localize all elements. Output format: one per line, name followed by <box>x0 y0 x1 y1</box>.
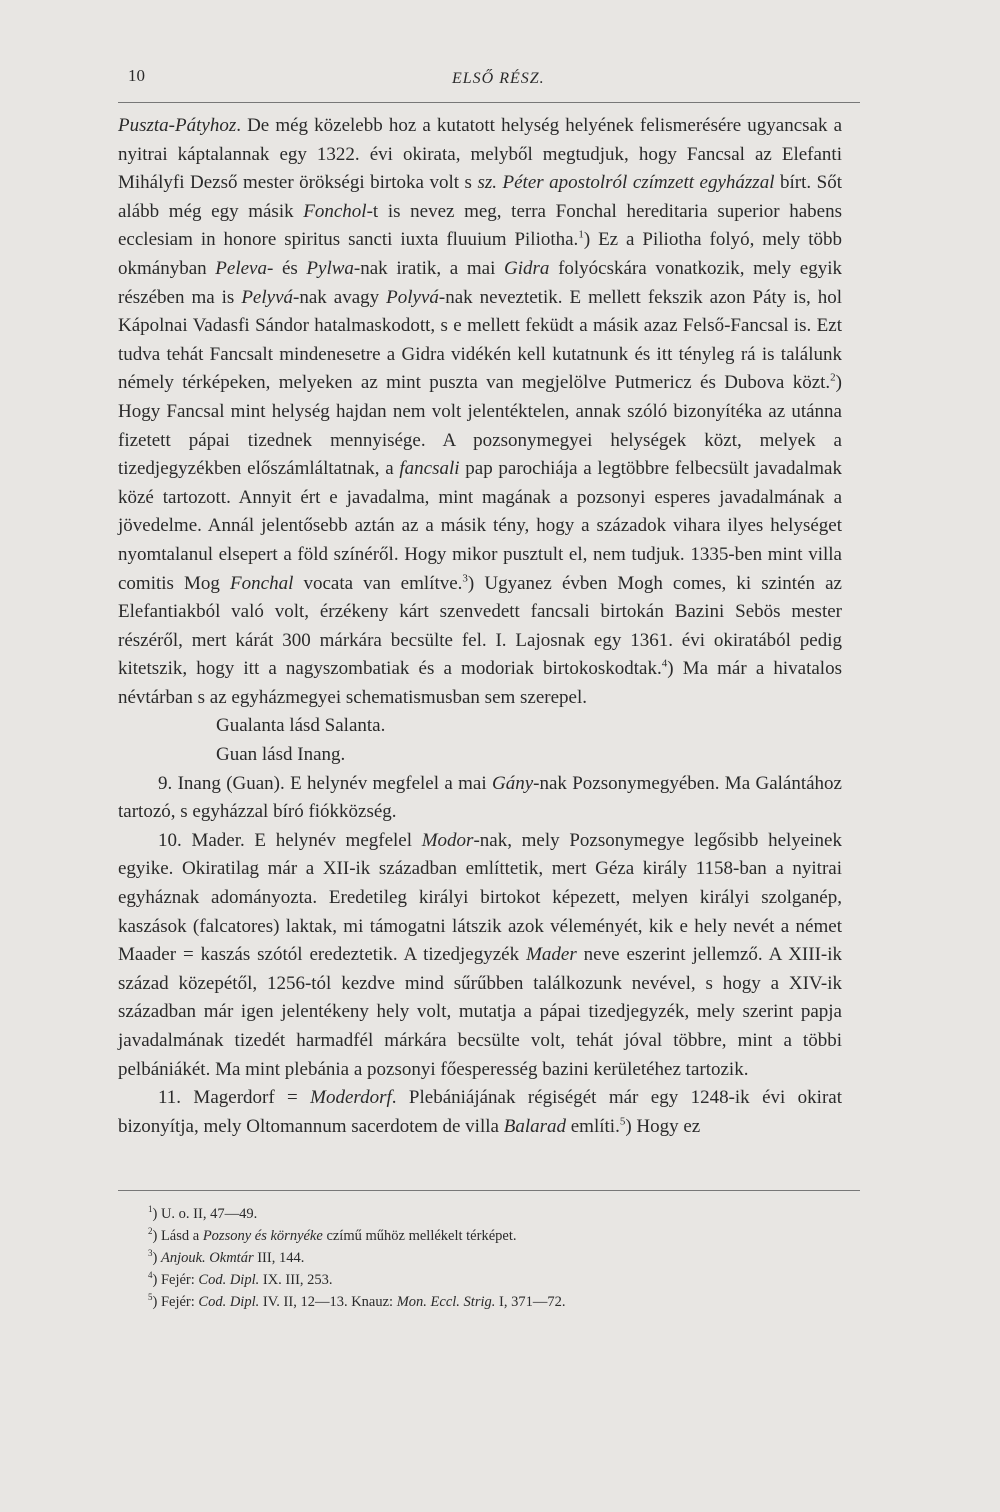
italic-text: Anjouk. Okmtár <box>160 1250 254 1266</box>
text-run: ) Fejér: <box>152 1294 199 1310</box>
text-run: . De még közelebb hoz a kutatott helység helyének felismerésére ugyancsak a nyitrai káptalannak egy 1322. évi okirata, melyből megtudjuk, hogy Fancsal az Elefanti Mihályfi Dezső mester örökségi birtoka volt s <box>118 115 842 194</box>
text-run: ) U. o. II, 47—49. <box>152 1206 258 1222</box>
text-run: Gualanta lásd Salanta. <box>216 715 386 737</box>
italic-text: Gidra <box>504 257 550 279</box>
footnote-ref: 5 <box>619 1115 626 1128</box>
footnote <box>148 1269 848 1291</box>
footnote-ref: 4 <box>661 657 668 670</box>
italic-text: Modor <box>421 829 474 851</box>
text-run: és <box>273 257 307 279</box>
text-run: vocata van említve. <box>293 572 463 594</box>
text-run: -t is nevez meg, terra Fonchal hereditaria superior habens ecclesiam in honore spiritus sancti iuxta fluuium Piliotha. <box>118 200 842 251</box>
text-run: 11. Magerdorf = <box>158 1087 311 1109</box>
text-run: ) Hogy ez <box>625 1115 701 1137</box>
italic-text: fancsali <box>399 458 460 480</box>
italic-text: Cod. Dipl. <box>198 1272 260 1288</box>
footnote-ref: 1 <box>578 229 584 242</box>
running-title: ELSŐ RÉSZ. <box>452 70 545 87</box>
text-run: ) Lásd a <box>152 1228 203 1244</box>
footnote-ref: 1 <box>148 1204 153 1215</box>
text-run: pap parochiája a legtöbbre felbecsült javadalmak közé tartozott. Annyit ért e javadalma, mint magának a pozsonyi esperes javadalmának a jövedelme. Annál jelentősebb aztán az a másik tény, hogy a századok vihara ilyes helységet nyomtalanul elsepert a föld színéről. Hogy mikor pusztult el, nem tudjuk. 1335-ben mint villa comitis Mog <box>118 458 842 594</box>
italic-text: Peleva- <box>215 257 274 279</box>
text-run: czímű műhöz mellékelt térképet. <box>322 1228 517 1244</box>
footnote-ref: 2 <box>830 372 836 385</box>
text-run: ) <box>152 1250 161 1266</box>
footnote-ref: 3 <box>462 572 468 585</box>
text-run: -nak iratik, a mai <box>353 257 505 279</box>
text-run: -nak Pozsonymegyében. Ma Galántához tartozó, s egyházzal bíró fiókközség. <box>118 772 842 823</box>
text-run: 9. Inang (Guan). E helynév megfelel a mai <box>158 772 492 794</box>
italic-text: Cod. Dipl. <box>198 1294 260 1310</box>
footnote <box>148 1225 848 1247</box>
italic-text: sz. Péter apostolról czímzett egyházzal <box>477 172 775 194</box>
footnote <box>148 1203 848 1225</box>
paragraph <box>118 112 842 712</box>
footnote-ref: 4 <box>148 1270 153 1281</box>
italic-text: Pelyvá <box>241 286 294 308</box>
text-run: ) Ma már a hivatalos névtárban s az egyházmegyei schematismusban sem szerepel. <box>118 658 842 708</box>
italic-text: Fonchal <box>230 572 294 594</box>
italic-text: Balarad <box>503 1115 566 1137</box>
paragraph <box>118 741 842 770</box>
header-rule <box>118 102 860 103</box>
paragraph <box>118 712 842 741</box>
italic-text: Puszta-Pátyhoz <box>118 115 237 136</box>
text-run: ) Fejér: <box>152 1272 199 1288</box>
footnote-ref: 2 <box>148 1226 153 1237</box>
text-run: IX. III, 253. <box>259 1272 333 1288</box>
main-text <box>118 112 842 1141</box>
italic-text: Fonchol <box>303 200 367 222</box>
text-run: folyócskára vonatkozik, mely egyik részében ma is <box>118 257 842 308</box>
footnote-rule <box>118 1190 860 1191</box>
text-run: . Plebániájának régiségét már egy 1248-ik évi okirat bizonyítja, mely Oltomannum sacerdotem de villa <box>118 1087 842 1137</box>
text-run: neve eszerint jellemző. A XIII-ik század közepétől, 1256-tól kezdve mind sűrűbben találkozunk nevével, s hogy a XIV-ik században már igen jelentékeny hely volt, mutatja a pápai tizedjegyzék, mely szerint papja javadalmának tizedét harmadfél márkára becsülte volt, tehát jóval többre, mint a többi pelbániákét. Ma mint plebánia a pozsonyi főesperesség bazini kerületéhez tartozik. <box>118 944 843 1080</box>
italic-text: Mader <box>526 944 577 966</box>
footnote <box>148 1247 848 1269</box>
italic-text: Polyvá <box>386 286 439 308</box>
paragraph <box>118 770 842 827</box>
text-run: ) Ez a Piliotha folyó, mely több okmányban <box>118 229 842 279</box>
footnote-ref: 5 <box>148 1292 153 1303</box>
footnote-ref: 3 <box>148 1248 153 1259</box>
text-run: -nak, mely Pozsonymegye legősibb helyeinek egyike. Okiratilag már a XII-ik században említtetik, mert Géza király 1158-ban a nyitrai egyháznak adományozta. Eredetileg királyi birtokot képezett, melyen királyi szolganép, kaszások (falcatores) laktak, mi támogatni látszik azok véleményét, kik e hely nevét a német Maader = kaszás szótól eredeztetik. A tizedjegyzék <box>118 829 842 966</box>
footnote <box>148 1291 848 1313</box>
paragraph <box>118 827 842 1084</box>
text-run: ) Hogy Fancsal mint helység hajdan nem volt jelentéktelen, annak szóló bizonyítéka az utánna fizetett pápai tizednek mennyisége. A pozsonymegyei helységek közt, melyek a tizedjegyzékben előszámláltatnak, a <box>118 372 842 480</box>
text-run: említi. <box>566 1115 620 1137</box>
italic-text: Pozsony és környéke <box>202 1228 323 1244</box>
text-run: -nak neveztetik. E mellett fekszik azon Páty is, hol Kápolnai Vadasfi Sándor hatalmaskodott, s e mellett feküdt a másik azaz Felső-Fancsal is. Ezt tudva tehát Fancsalt mindenesetre a Gidra vidékén kell kutatnunk és itt tényleg rá is találunk némely térképeken, melyeken az mint puszta van megjelölve Putmericz és Dubova közt. <box>118 286 842 394</box>
text-run: III, 144. <box>253 1250 305 1266</box>
text-run: 10. Mader. E helynév megfelel <box>158 829 422 851</box>
page-number: 10 <box>128 66 145 85</box>
text-run: ) Ugyanez évben Mogh comes, ki szintén az Elefantiakból való volt, érzékeny kárt szenvedett fancsali birtokán Bazini Sebös mester részéről, mert kárát 300 márkára becsülte fel. I. Lajosnak egy 1361. évi okiratából pedig kitetszik, hogy itt a nagyszombatiak és a modoriak birtokoskodtak. <box>118 572 842 680</box>
italic-text: Pylwa <box>306 257 354 279</box>
text-run: IV. II, 12—13. Knauz: <box>259 1294 397 1310</box>
text-run: Guan lásd Inang. <box>216 744 346 766</box>
text-run: -nak avagy <box>293 286 387 308</box>
italic-text: Mon. Eccl. Strig. <box>396 1294 496 1310</box>
paragraph <box>118 1084 842 1141</box>
footnotes <box>148 1203 848 1313</box>
text-run: I, 371—72. <box>495 1294 566 1310</box>
italic-text: Gány <box>491 772 534 794</box>
italic-text: Moderdorf <box>310 1087 392 1109</box>
text-run: bírt. Sőt alább még egy másik <box>118 172 843 222</box>
